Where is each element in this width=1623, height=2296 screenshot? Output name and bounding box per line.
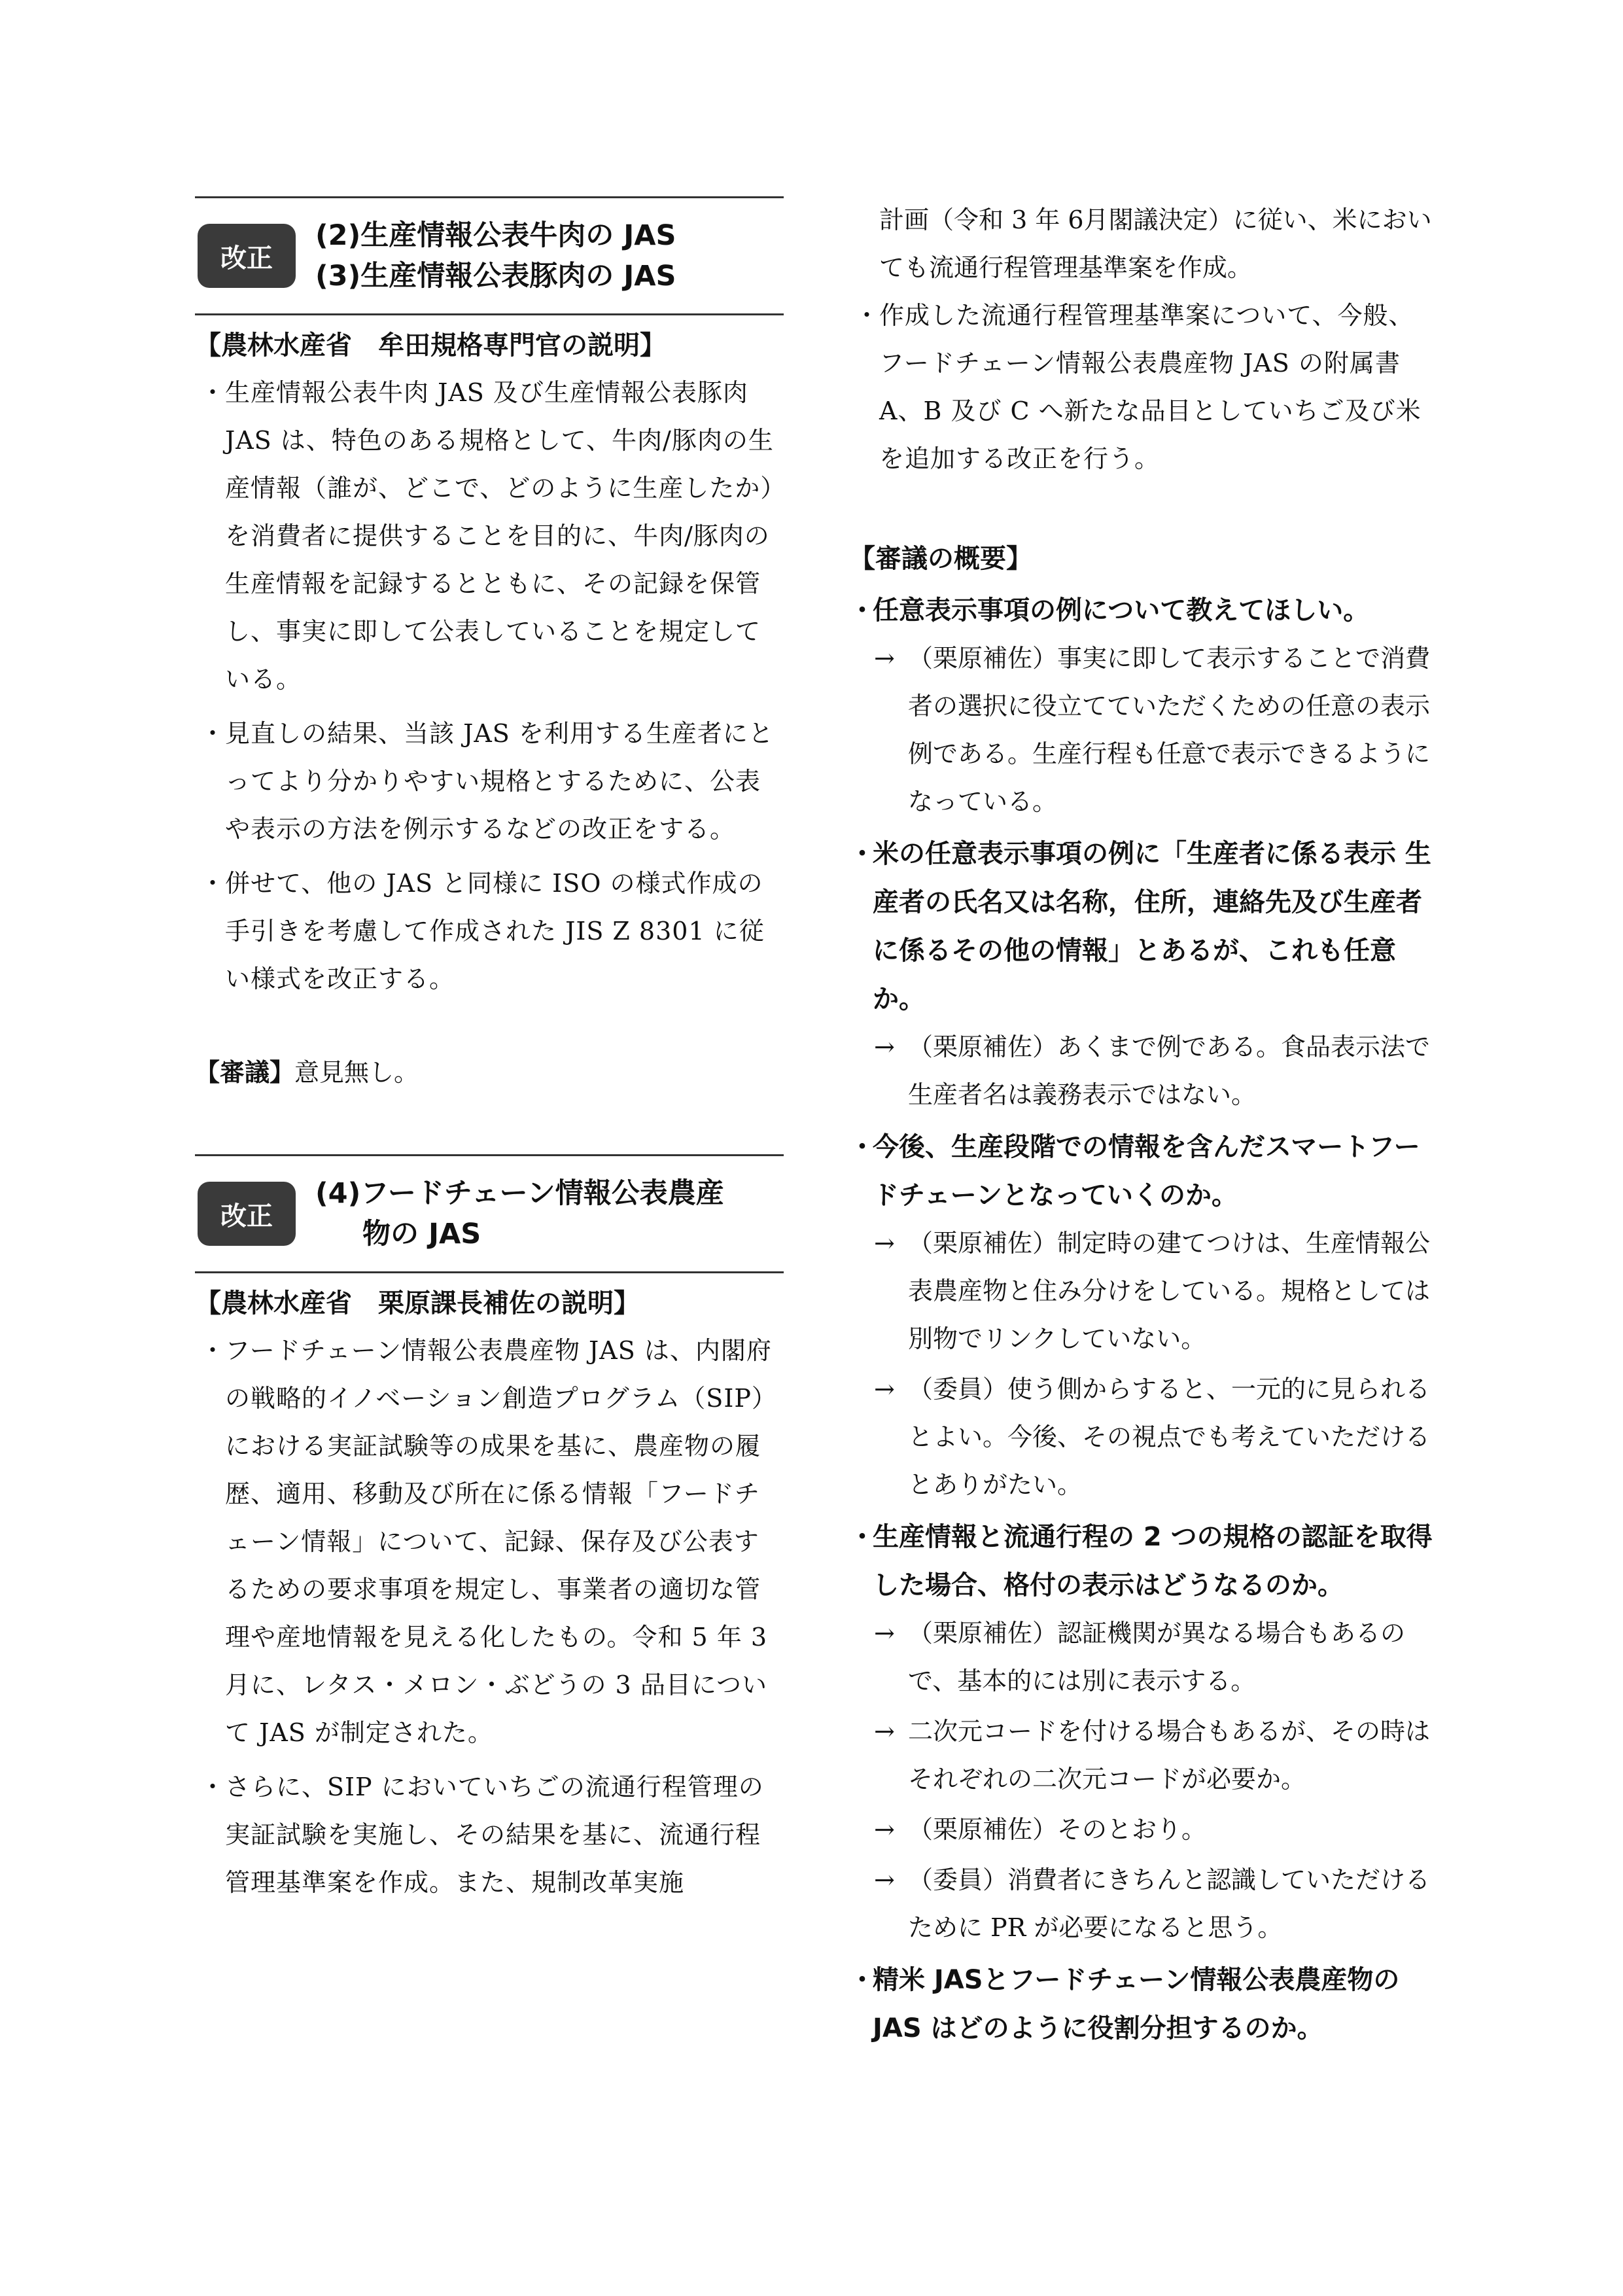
bullet-icon: ・ (849, 1965, 875, 1995)
question-text: 米の任意表示事項の例に「生産者に係る表示 生産者の氏名又は名称，住所，連絡先及び生産者に係るその他の情報」とあるが、これも任意か。 (873, 839, 1431, 1014)
list-item-text: 見直しの結果、当該 JAS を利用する生産者にとってより分かりやすい規格とするために、公表や表示の方法を例示するなどの改正をする。 (225, 719, 774, 843)
arrow-icon: → (874, 1619, 895, 1648)
explanation-list (195, 1327, 784, 1907)
arrow-icon: → (874, 1865, 895, 1894)
explanation-heading: 【農林水産省 牟田規格専門官の説明】 (195, 330, 666, 361)
list-item (849, 292, 1438, 483)
question (849, 1123, 1438, 1220)
question (849, 1956, 1438, 2053)
answer (849, 1023, 1438, 1119)
section-title-line: 物の JAS (362, 1218, 481, 1250)
answer-text: （栗原補佐）そのとおり。 (908, 1815, 1207, 1844)
arrow-icon: → (874, 1815, 895, 1844)
list-item (195, 860, 784, 1003)
answer-text: （栗原補佐）認証機関が異なる場合もあるので、基本的には別に表示する。 (908, 1619, 1406, 1695)
right-column (849, 196, 1438, 2053)
arrow-icon: → (874, 644, 895, 673)
answer (849, 1366, 1438, 1509)
answer-text: （栗原補佐）あくまで例である。食品表示法で生産者名は義務表示ではない。 (908, 1033, 1431, 1109)
deliberation-text: 意見無し。 (294, 1058, 419, 1087)
bullet-icon: ・ (200, 378, 226, 407)
explanation-list (195, 369, 784, 1003)
list-item (195, 369, 784, 703)
bullet-icon: ・ (849, 839, 875, 869)
answer (849, 635, 1438, 826)
arrow-icon: → (874, 1717, 895, 1746)
explanation-list (849, 292, 1438, 483)
revision-badge: 改正 (198, 224, 296, 288)
question-text: 今後、生産段階での情報を含んだスマートフードチェーンとなっていくのか。 (873, 1132, 1420, 1210)
question-text: 生産情報と流通行程の 2 つの規格の認証を取得した場合、格付の表示はどうなるのか。 (873, 1522, 1433, 1600)
list-item (195, 1327, 784, 1757)
section-title-line: (4)フードチェーン情報公表農産 (315, 1177, 724, 1210)
answer (849, 1610, 1438, 1705)
list-item-text: 生産情報公表牛肉 JAS 及び生産情報公表豚肉 JAS は、特色のある規格として、牛肉/豚肉の生産情報（誰が、どこで、どのように生産したか）を消費者に提供することを目的に、牛肉/豚肉の生産情報を記録するとともに、その記録を保管し、事実に即して公表していることを規定している。 (225, 378, 774, 694)
bullet-icon: ・ (200, 1773, 226, 1801)
answer (849, 1856, 1438, 1952)
answer-text: （栗原補佐）制定時の建てつけは、生産情報公表農産物と住み分けをしている。規格としては別物でリンクしていない。 (908, 1229, 1431, 1353)
answer-text: 二次元コードを付ける場合もあるが、その時はそれぞれの二次元コードが必要か。 (908, 1717, 1431, 1793)
left-column (195, 196, 784, 1913)
list-item-text: さらに、SIP においていちごの流通行程管理の実証試験を実施し、その結果を基に、流通行程管理基準案を作成。また、規制改革実施 (225, 1773, 764, 1897)
arrow-icon: → (874, 1375, 895, 1404)
section-header-foodchain (195, 1154, 784, 1273)
bullet-icon: ・ (849, 595, 875, 626)
answer (849, 1220, 1438, 1363)
bullet-icon: ・ (200, 1336, 226, 1365)
list-item (195, 1763, 784, 1907)
revision-badge: 改正 (198, 1182, 296, 1246)
arrow-icon: → (874, 1033, 895, 1061)
answer-text: （委員）消費者にきちんと認識していただけるために PR が必要になると思う。 (908, 1865, 1431, 1942)
question-text: 任意表示事項の例について教えてほしい。 (873, 595, 1370, 626)
explanation-heading: 【農林水産省 栗原課長補佐の説明】 (195, 1288, 640, 1318)
answer (849, 1806, 1438, 1854)
question (849, 1513, 1438, 1610)
bullet-icon: ・ (849, 1522, 875, 1552)
question (849, 830, 1438, 1023)
qa-list (849, 586, 1438, 2053)
deliberation-result (195, 1049, 784, 1097)
question (849, 586, 1438, 635)
deliberation-label: 【審議】 (195, 1058, 295, 1087)
answer-text: （委員）使う側からすると、一元的に見られるとよい。今後、その視点でも考えていただけるとありがたい。 (908, 1375, 1431, 1499)
list-item-text: 作成した流通行程管理基準案について、今般、フードチェーン情報公表農産物 JAS の附属書 A、B 及び C へ新たな品目としていちご及び米を追加する改正を行う。 (879, 301, 1422, 473)
section-title-line: (2)生産情報公表牛肉の JAS (315, 219, 676, 252)
question-text: 精米 JASとフードチェーン情報公表農産物の JAS はどのように役割分担するのか。 (873, 1965, 1400, 2043)
section-header-meat (195, 196, 784, 315)
section-title (315, 215, 676, 296)
bullet-icon: ・ (854, 301, 881, 330)
section-title (315, 1173, 724, 1254)
list-item (195, 710, 784, 853)
continued-text: 計画（令和 3 年 6月閣議決定）に従い、米においても流通行程管理基準案を作成。 (879, 205, 1432, 282)
answer (849, 1708, 1438, 1803)
arrow-icon: → (874, 1229, 895, 1258)
list-item-text: 併せて、他の JAS と同様に ISO の様式作成の手引きを考慮して作成された JIS Z 8301 に従い様式を改正する。 (225, 869, 765, 993)
list-item-text: フードチェーン情報公表農産物 JAS は、内閣府の戦略的イノベーション創造プログラム（SIP）における実証試験等の成果を基に、農産物の履歴、適用、移動及び所在に係る情報「フードチェーン情報」について、記録、保存及び公表するための要求事項を規定し、事業者の適切な管理や産地情報を見える化したもの。令和 5 年 3 月に、レタス・メロン・ぶどうの 3 品目について JAS が制定された。 (225, 1336, 777, 1747)
answer-text: （栗原補佐）事実に即して表示することで消費者の選択に役立てていただくための任意の表示例である。生産行程も任意で表示できるようになっている。 (908, 644, 1431, 816)
section-title-line: (3)生産情報公表豚肉の JAS (315, 260, 676, 292)
bullet-icon: ・ (849, 1132, 875, 1162)
summary-heading: 【審議の概要】 (849, 544, 1032, 574)
bullet-icon: ・ (200, 869, 226, 898)
bullet-icon: ・ (200, 719, 226, 748)
